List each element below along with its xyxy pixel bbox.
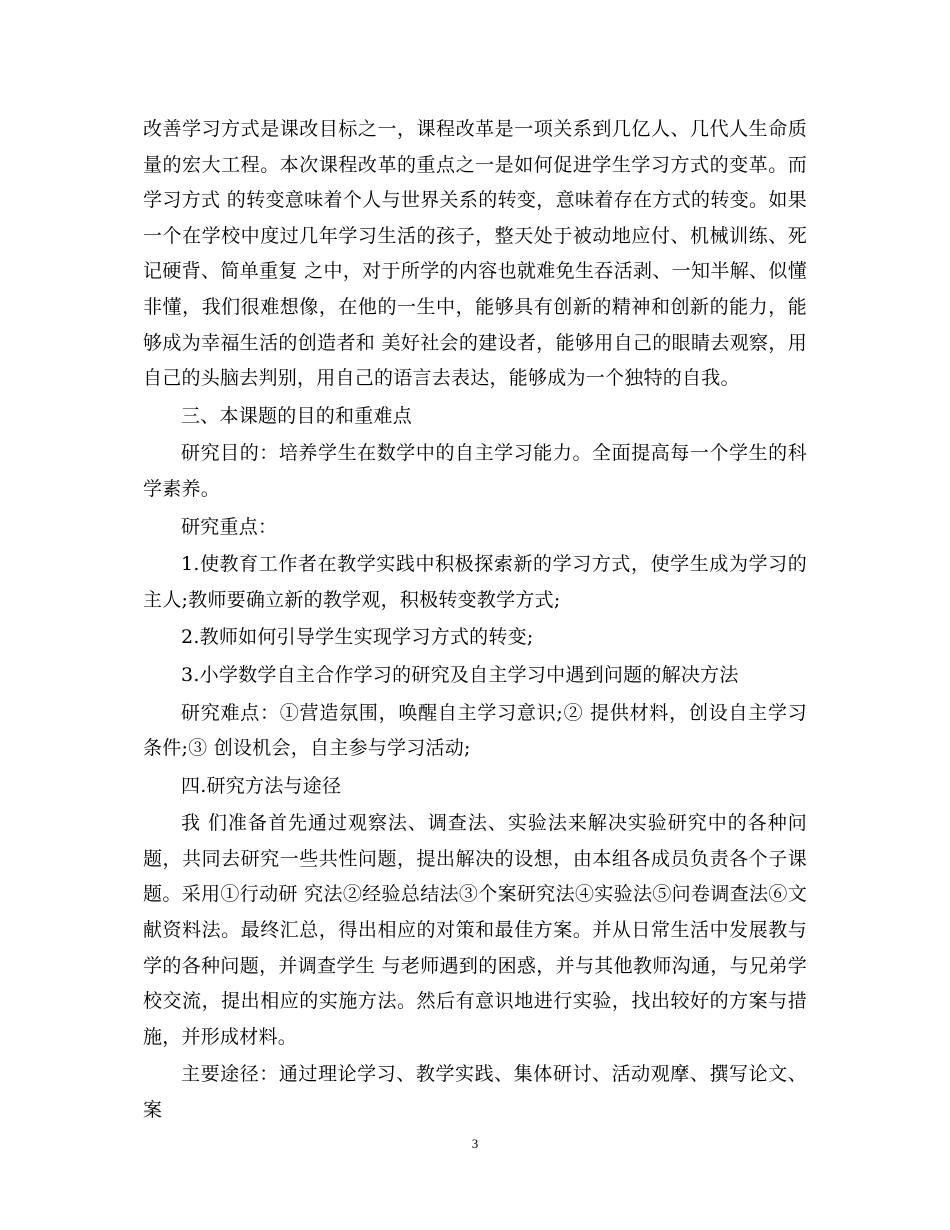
paragraph-research-methods: 我 们准备首先通过观察法、调查法、实验法来解决实验研究中的各种问题，共同去研究一些共性问题，提出解决的设想，由本组各成员负责各个子课题。采用①行动研 究法②经验总结法③个案研究法④实验法⑤问卷调查法⑥文献资料法。最终汇总，得出相应的对策和最佳方案。并从日常生活中发展教与学的各种问题，并调查学生 与老师遇到的困惑，并与其他教师沟通，与兄弟学校交流，提出相应的实施方法。然后有意识地进行实验，找出较好的方案与措施，并形成材料。 [143,812,807,1048]
section-heading-methods: 四.研究方法与途径 [181,774,342,797]
paragraph-focus-item-3: 3.小学数学自主合作学习的研究及自主学习中遇到问题的解决方法 [181,663,739,686]
paragraph-focus-item-1: 1.使教育工作者在教学实践中积极探索新的学习方式，使学生成为学习的主人;教师要确立新的教学观，积极转变教学方式; [143,553,807,611]
paragraph-main-approaches: 主要途径：通过理论学习、教学实践、集体研讨、活动观摩、撰写论文、案 [143,1063,807,1122]
page-number: 3 [471,1136,479,1151]
paragraph-research-focus-label: 研究重点： [181,515,278,538]
paragraph-focus-item-2: 2.教师如何引导学生实现学习方式的转变; [181,626,534,649]
document-body [143,112,807,1129]
paragraph-learning-methods: 改善学习方式是课改目标之一，课程改革是一项关系到几亿人、几代人生命质量的宏大工程。本次课程改革的重点之一是如何促进学生学习方式的变革。而学习方式 的转变意味着个人与世界关系的转变，意味着存在方式的转变。如果一个在学校中度过几年学习生活的孩子，整天处于被动地应付、机械训练、死记硬背、简单重复 之中，对于所学的内容也就难免生吞活剥、一知半解、似懂非懂，我们很难想像，在他的一生中，能够具有创新的精神和创新的能力，能够成为幸福生活的创造者和 美好社会的建设者，能够用自己的眼睛去观察，用自己的头脑去判别，用自己的语言去表达，能够成为一个独特的自我。 [143,118,807,390]
paragraph-research-difficulties: 研究难点：①营造氛围，唤醒自主学习意识;② 提供材料，创设自主学习条件;③ 创设机会，自主参与学习活动; [143,701,807,760]
paragraph-research-purpose: 研究目的：培养学生在数学中的自主学习能力。全面提高每一个学生的科学素养。 [143,442,807,500]
section-heading-purpose: 三、本课题的目的和重难点 [181,404,413,427]
